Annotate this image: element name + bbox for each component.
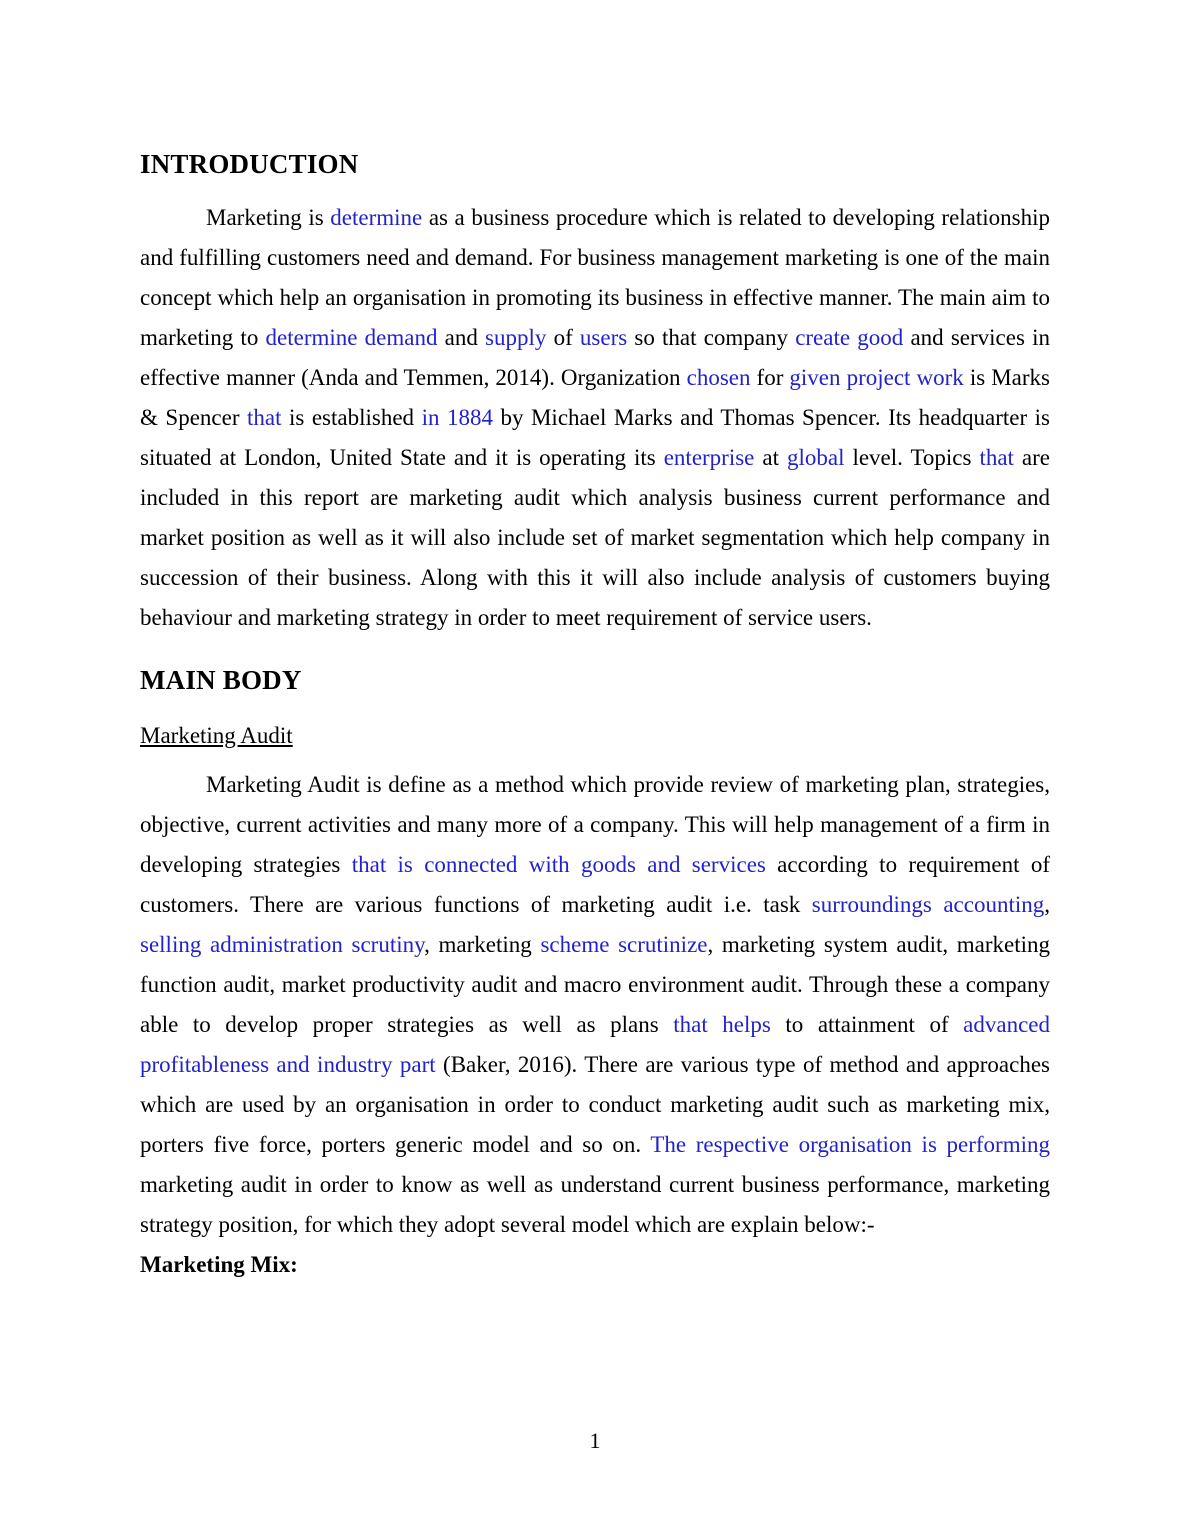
text-run: as a business procedure which is related to developing relationship and fulfilling customers need and demand. For business management marketing is one of the main concept which help an organisation in promoting its business in effective manner. The main aim to marketing to (140, 205, 1050, 351)
text-run: given project work (789, 365, 964, 391)
text-run: marketing audit in order to know as well as understand current business performance, marketing strategy position, for which they adopt several model which are explain below:- (140, 1171, 1050, 1237)
text-run: that helps (673, 1011, 771, 1037)
text-run: users (579, 325, 628, 351)
text-run: that (979, 445, 1014, 471)
text-run: Marketing is (206, 205, 331, 231)
text-run: surroundings accounting (811, 891, 1045, 917)
text-run: so that company (627, 325, 796, 351)
text-run: advanced profitableness and industry part (140, 1011, 1050, 1077)
text-run: scheme scrutinize (540, 931, 708, 957)
text-run: for (750, 365, 790, 391)
heading-main-body: MAIN BODY (140, 665, 302, 696)
text-run: is Marks & Spencer (140, 365, 1050, 431)
marketing-mix-label: Marketing Mix: (140, 1251, 298, 1277)
subheading-marketing-audit: Marketing Audit (140, 722, 293, 748)
text-run: determine (330, 205, 423, 231)
text-run: , marketing system audit, marketing function audit, market productivity audit and macro environment audit. Through these a company able to develop proper strategies as well as plans (140, 931, 1051, 1037)
text-run: global (786, 445, 845, 471)
text-run: by Michael Marks and Thomas Spencer. Its headquarter is situated at London, United State and it is operating its (140, 405, 1051, 471)
text-run: , (1044, 891, 1050, 917)
text-run: in 1884 (421, 405, 493, 431)
text-run: and services in effective manner (Anda and Temmen, 2014). Organization (140, 325, 1050, 391)
text-run: according to requirement of customers. There are various functions of marketing audit i.e. task (140, 851, 1050, 917)
text-run: and (437, 325, 486, 351)
text-run: that is connected with goods and services (351, 851, 766, 877)
text-run: , marketing (424, 931, 541, 957)
text-run: create good (795, 325, 904, 351)
marketing-audit-paragraph (140, 765, 1050, 1245)
text-run: (Baker, 2016). There are various type of method and approaches which are used by an organisation in order to conduct marketing audit such as marketing mix, porters five force, porters generic model and so on. (140, 1051, 1050, 1157)
text-run: enterprise (663, 445, 755, 471)
introduction-paragraph (140, 198, 1050, 638)
text-run: are included in this report are marketing audit which analysis business current performance and market position as well as it will also include set of market segmentation which help company in succession of their business. Along with this it will also include analysis of customers buying behaviour and marketing strategy in order to meet requirement of service users. (140, 445, 1050, 631)
text-run: at (754, 445, 787, 471)
page-number: 1 (589, 1428, 601, 1453)
text-run: determine demand (265, 325, 438, 351)
text-run: supply (485, 325, 547, 351)
heading-introduction: INTRODUCTION (140, 149, 359, 179)
text-run: is established (281, 405, 422, 431)
text-run: to attainment of (770, 1011, 964, 1037)
text-run: level. Topics (844, 445, 980, 471)
text-run: The respective organisation is performing (650, 1131, 1050, 1157)
text-run: selling administration scrutiny (140, 931, 425, 957)
text-run: of (546, 325, 580, 351)
text-run: that (246, 405, 282, 431)
text-run: chosen (686, 365, 751, 391)
text-run: Marketing Audit is define as a method which provide review of marketing plan, strategies, objective, current activities and many more of a company. This will help management of a firm in developing strategies (140, 771, 1050, 877)
